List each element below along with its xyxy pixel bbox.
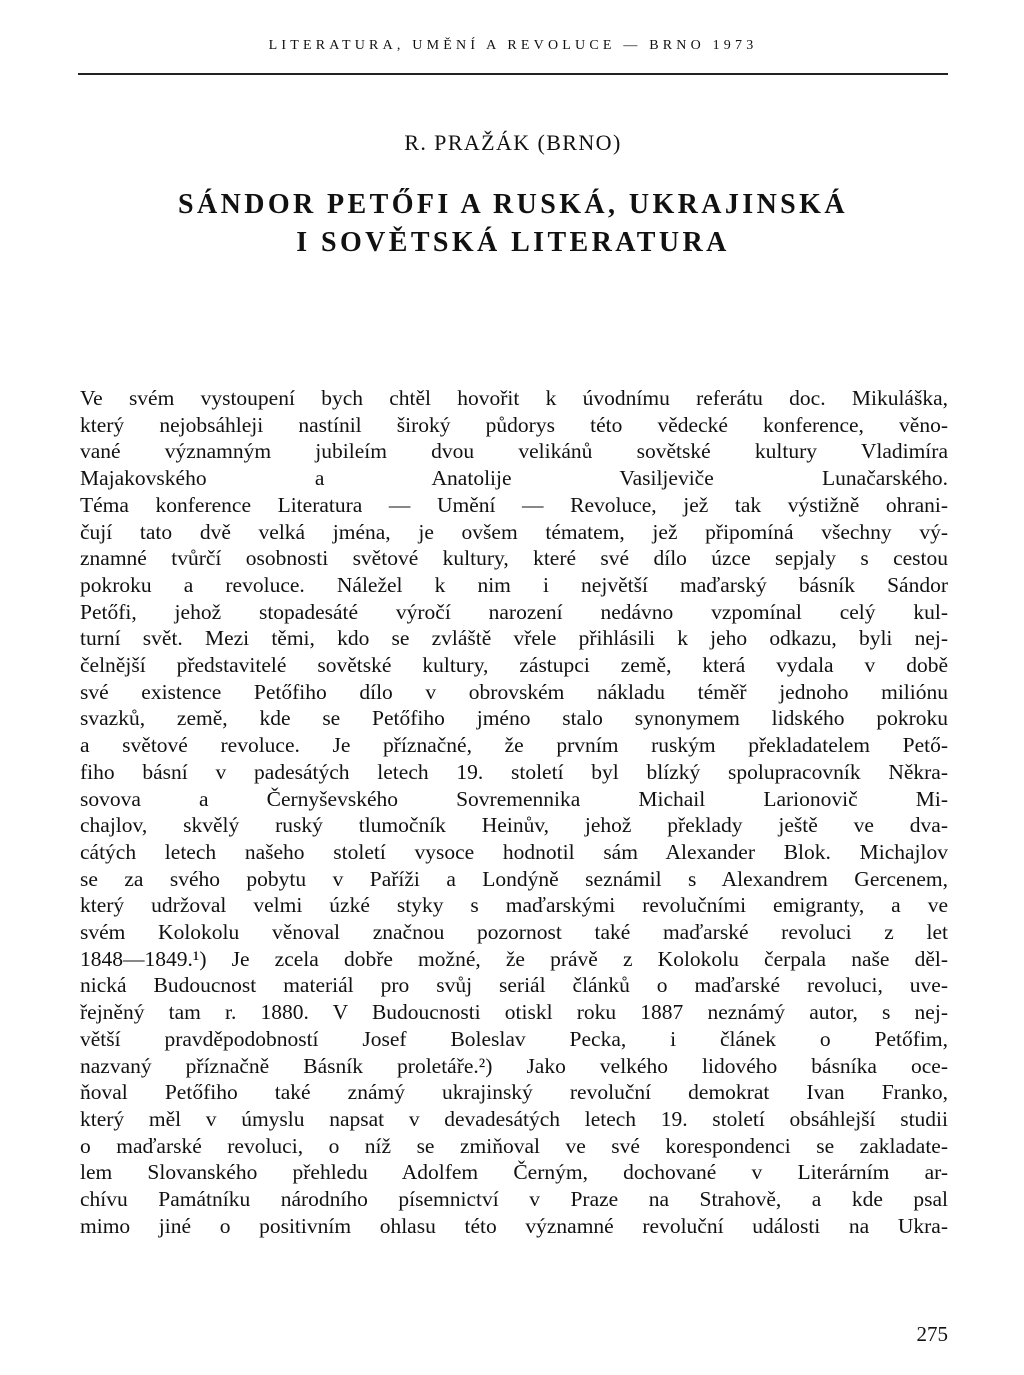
body-line: cátých letech našeho století vysoce hodnotil sám Alexander Blok. Michajlov	[80, 839, 948, 864]
body-line: turní svět. Mezi těmi, kdo se zvláště vřele přihlásili k jeho odkazu, byli nej-	[80, 626, 948, 651]
body-line: své existence Petőfiho dílo v obrovském nákladu téměř jednoho miliónu	[80, 679, 948, 704]
body-line: vané významným jubileím dvou velikánů sovětské kultury Vladimíra	[80, 439, 948, 464]
body-line: ňoval Petőfiho také známý ukrajinský revoluční demokrat Ivan Franko,	[80, 1080, 948, 1105]
title-line-1: SÁNDOR PETŐFI A RUSKÁ, UKRAJINSKÁ	[178, 189, 848, 220]
header-rule	[78, 73, 948, 75]
body-line: nická Budoucnost materiál pro svůj seriál článků o maďarské revoluci, uve-	[80, 973, 948, 998]
body-line: o maďarské revoluci, o níž se zmiňoval ve své korespondenci se zakladate-	[80, 1133, 948, 1158]
body-line: větší pravděpodobností Josef Boleslav Pecka, i článek o Petőfim,	[80, 1026, 948, 1051]
body-line: Ve svém vystoupení bych chtěl hovořit k úvodnímu referátu doc. Mikuláška,	[80, 386, 948, 410]
body-line: chajlov, skvělý ruský tlumočník Heinův, jehož překlady ještě ve dva-	[80, 813, 948, 838]
body-line: čují tato dvě velká jména, je ovšem tématem, jež připomíná všechny vý-	[80, 519, 948, 544]
body-line: Petőfi, jehož stopadesáté výročí narození nedávno vzpomínal celý kul-	[80, 599, 948, 624]
body-line: čelnější představitelé sovětské kultury, zástupci země, která vydala v době	[80, 653, 948, 678]
body-line: pokroku a revoluce. Náležel k nim i největší maďarský básník Sándor	[80, 572, 948, 597]
body-line: se za svého pobytu v Paříži a Londýně seznámil s Alexandrem Gercenem,	[80, 866, 948, 891]
body-line: a světové revoluce. Je příznačné, že prvním ruským překladatelem Pető-	[80, 733, 948, 758]
page-number: 275	[916, 1322, 948, 1346]
body-line: který měl v úmyslu napsat v devadesátých letech 19. století obsáhlejší studii	[80, 1106, 948, 1131]
body-line: řejněný tam r. 1880. V Budoucnosti otiskl roku 1887 neznámý autor, s nej-	[80, 1000, 948, 1025]
body-line: svém Kolokolu věnoval značnou pozornost také maďarské revoluci z let	[80, 920, 948, 945]
body-line: znamné tvůrčí osobnosti světové kultury, které své dílo úzce sepjaly s cestou	[80, 546, 948, 571]
body-line: 1848—1849.¹) Je zcela dobře možné, že právě z Kolokolu čerpala naše děl-	[80, 946, 948, 971]
body-line: chívu Památníku národního písemnictví v Praze na Strahově, a kde psal	[80, 1187, 948, 1212]
body-line: který nejobsáhleji nastínil široký půdorys této vědecké konference, věno-	[80, 412, 948, 437]
body-line: který udržoval velmi úzké styky s maďarskými revolučními emigranty, a ve	[80, 893, 948, 918]
body-line: lem Slovanského přehledu Adolfem Černým, dochované v Literárním ar-	[80, 1160, 948, 1185]
body-line: sovova a Černyševského Sovremennika Michail Larionovič Mi-	[80, 786, 948, 811]
author-byline: R. PRAŽÁK (BRNO)	[404, 130, 622, 155]
title-line-2: I SOVĚTSKÁ LITERATURA	[296, 227, 730, 258]
body-line: fiho básní v padesátých letech 19. století byl blízký spolupracovník Někra-	[80, 759, 948, 784]
body-line: Téma konference Literatura — Umění — Revoluce, jež tak výstižně ohrani-	[80, 492, 948, 517]
body-line: Majakovského a Anatolije Vasiljeviče Lunačarského.	[80, 466, 948, 491]
body-line: svazků, země, kde se Petőfiho jméno stalo synonymem lidského pokroku	[80, 706, 948, 731]
body-line: mimo jiné o positivním ohlasu této významné revoluční události na Ukra-	[80, 1213, 948, 1238]
body-line: nazvaný příznačně Básník proletáře.²) Jako velkého lidového básníka oce-	[80, 1053, 948, 1078]
running-head: LITERATURA, UMĚNÍ A REVOLUCE — BRNO 1973	[268, 38, 758, 53]
article-title	[78, 186, 948, 262]
article-body	[80, 385, 948, 1240]
